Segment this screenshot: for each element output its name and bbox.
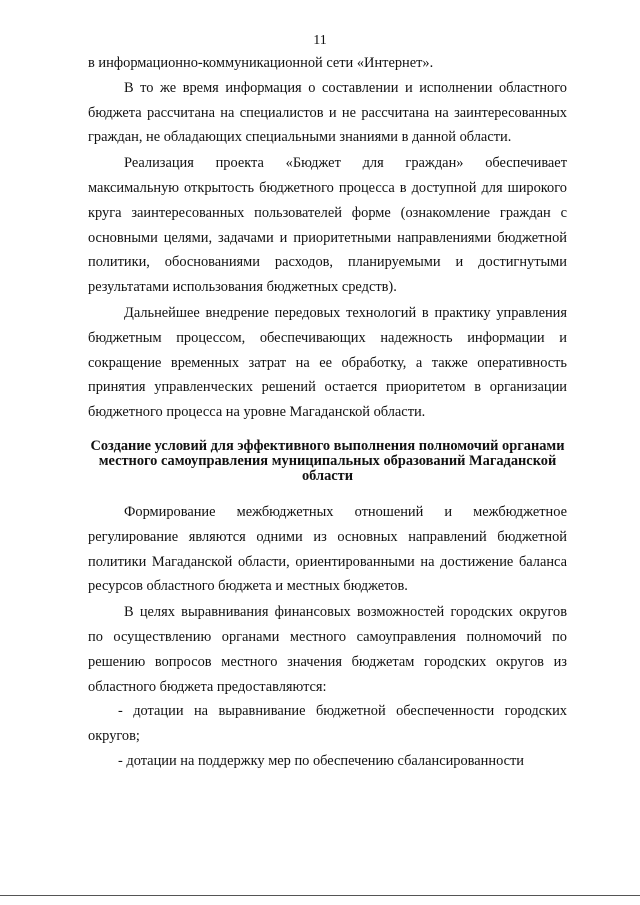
document-body [88, 51, 567, 774]
list-item: - дотации на выравнивание бюджетной обеспеченности городских округов; [88, 703, 567, 745]
paragraph: в информационно-коммуникационной сети «Интернет». [88, 55, 434, 71]
page-number: 11 [313, 33, 327, 48]
paragraph: В целях выравнивания финансовых возможностей городских округов по осуществлению органами местного самоуправления полномочий по решению вопросов местного значения бюджетам городских округов из областного бюджета предоставляются: [88, 604, 567, 695]
paragraph: В то же время информация о составлении и исполнении областного бюджета рассчитана на специалистов и не рассчитана на заинтересованных граждан, не обладающих специальными знаниями в данной области. [88, 79, 567, 146]
section-heading: Создание условий для эффективного выполнения полномочий органами местного самоуправления муниципальных образований Магаданской области [90, 437, 565, 484]
page-edge-line [0, 895, 640, 896]
paragraph: Реализация проекта «Бюджет для граждан» обеспечивает максимальную открытость бюджетного процесса в доступной для широкого круга заинтересованных пользователей форме (ознакомление граждан с основными целями, задачами и приоритетными направлениями бюджетной политики, обоснованиями расходов, планируемыми и достигнутыми результатами использования бюджетных средств). [88, 155, 567, 296]
list-item: - дотации на поддержку мер по обеспечению сбалансированности [118, 752, 525, 769]
paragraph: Дальнейшее внедрение передовых технологий в практику управления бюджетным процессом, обеспечивающих надежность информации и сокращение временных затрат на ее обработку, а также оперативность принятия управленческих решений остается приоритетом в организации бюджетного процесса на уровне Магаданской области. [88, 304, 567, 421]
paragraph: Формирование межбюджетных отношений и межбюджетное регулирование являются одними из основных направлений бюджетной политики Магаданской области, ориентированными на достижение баланса ресурсов областного бюджета и местных бюджетов. [88, 503, 567, 595]
